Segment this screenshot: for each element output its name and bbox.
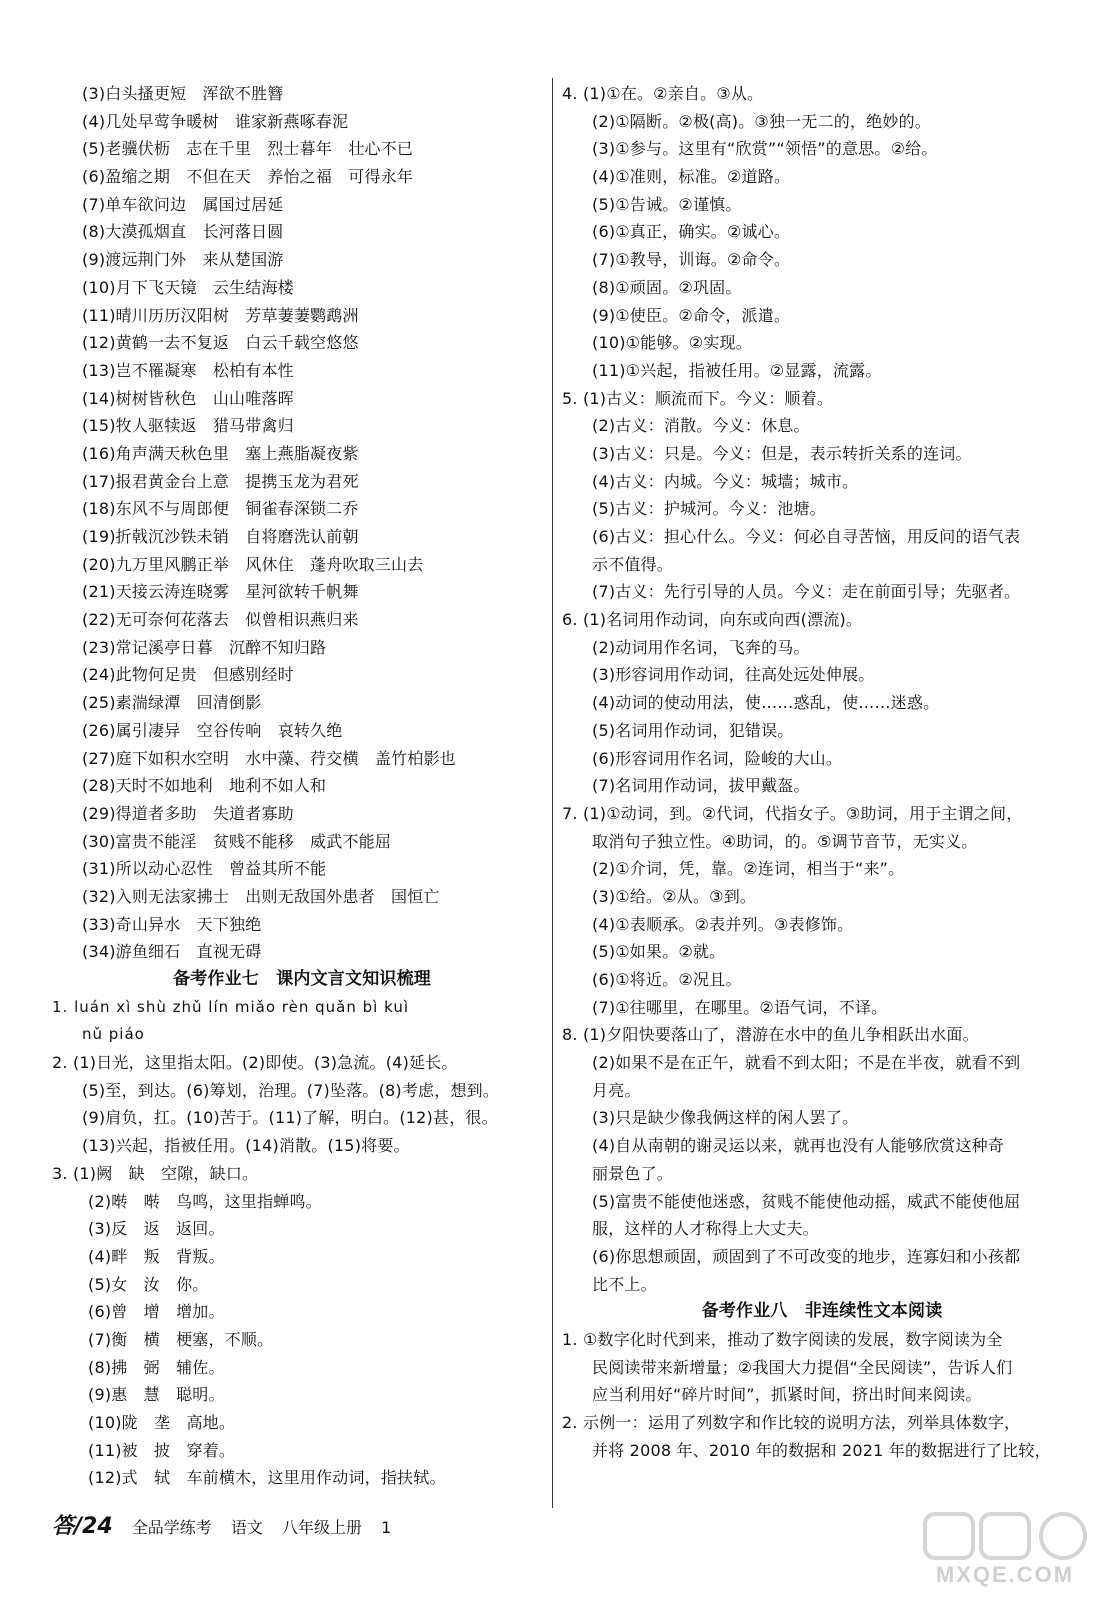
left-line: (31)所以动心忍性 曾益其所不能 <box>82 859 327 879</box>
subject-label: 语文 <box>230 1518 263 1537</box>
right-line: 4. (1)①在。②亲自。③从。 <box>562 84 764 103</box>
left-line: (16)角声满天秋色里 塞上燕脂凝夜紫 <box>82 443 359 463</box>
left-line: (4)畔 叛 背叛。 <box>88 1246 225 1266</box>
left-line: nǔ piáo <box>82 1025 145 1044</box>
left-line: (33)奇山异水 天下独绝 <box>82 914 262 934</box>
right-line: 6. (1)名词用作动词，向东或向西(漂流)。 <box>562 610 863 630</box>
right-line: (6)①真正，确实。②诚心。 <box>592 222 791 242</box>
left-line: (11)晴川历历汉阳树 芳草萋萋鹦鹉洲 <box>82 305 359 325</box>
right-line: 7. (1)①动词，到。②代词，代指女子。③助词，用于主谓之间， <box>562 803 1023 823</box>
right-line: (5)富贵不能使他迷惑，贫贱不能使他动摇，威武不能使他屈 <box>592 1191 1021 1211</box>
right-line: (3)古义：只是。今义：但是，表示转折关系的连词。 <box>592 443 972 463</box>
left-line: (17)报君黄金台上意 提携玉龙为君死 <box>82 471 359 491</box>
left-line: (13)岂不罹凝寒 松柏有本性 <box>82 360 294 380</box>
left-line: (5)至，到达。(6)筹划，治理。(7)坠落。(8)考虑，想到。 <box>82 1080 500 1100</box>
right-line: (3)①参与。这里有“欣赏”“领悟”的意思。②给。 <box>592 139 938 159</box>
right-line: (4)动词的使动用法，使……惑乱，使……迷惑。 <box>592 693 940 713</box>
left-line: (8)拂 弼 辅佐。 <box>88 1357 225 1377</box>
right-line: (3)只是缺少像我俩这样的闲人罢了。 <box>592 1108 859 1128</box>
left-line: (22)无可奈何花落去 似曾相识燕归来 <box>82 610 359 630</box>
right-line: 月亮。 <box>592 1080 641 1100</box>
right-line: (7)①往哪里，在哪里。②语气词，不译。 <box>592 997 888 1017</box>
left-line: (12)式 轼 车前横木，这里用作动词，指扶轼。 <box>88 1468 446 1488</box>
left-line: (34)游鱼细石 直视无碍 <box>82 942 262 962</box>
right-line: (11)①兴起，指被任用。②显露，流露。 <box>592 360 882 380</box>
left-line: (3)反 返 返回。 <box>88 1219 225 1239</box>
right-line: (4)①准则，标准。②道路。 <box>592 167 791 187</box>
right-line: (6)你思想顽固，顽固到了不可改变的地步，连寡妇和小孩都 <box>592 1246 1021 1266</box>
column-divider <box>552 78 553 1508</box>
left-line: 3. (1)阙 缺 空隙，缺口。 <box>52 1163 259 1183</box>
right-line: 2. 示例一：运用了列数字和作比较的说明方法，列举具体数字， <box>562 1413 1021 1432</box>
left-line: (12)黄鹤一去不复返 白云千载空悠悠 <box>82 333 359 353</box>
left-line: (24)此物何足贵 但感别经时 <box>82 665 294 685</box>
right-line: (3)形容词用作动词，往高处远处伸展。 <box>592 665 875 685</box>
left-line: (6)曾 增 增加。 <box>88 1302 225 1322</box>
right-line: (5)名词用作动词，犯错误。 <box>592 720 794 740</box>
left-line: (30)富贵不能淫 贫贱不能移 威武不能屈 <box>82 831 392 851</box>
left-column <box>52 80 542 1492</box>
right-line: 民阅读带来新增量；②我国大力提倡“全民阅读”，告诉人们 <box>592 1357 1013 1377</box>
right-line: (5)①告诫。②谨慎。 <box>592 194 742 214</box>
right-line: (8)①顽固。②巩固。 <box>592 277 742 297</box>
right-line: (5)①如果。②就。 <box>592 942 726 962</box>
left-line: (6)盈缩之期 不但在天 养怡之福 可得永年 <box>82 167 414 187</box>
right-column <box>562 80 1072 1464</box>
left-line: (5)老骥伏枥 志在千里 烈士暮年 壮心不已 <box>82 139 414 159</box>
left-line: (28)天时不如地利 地利不如人和 <box>82 776 327 796</box>
right-line: (9)①使臣。②命令，派遣。 <box>592 305 791 325</box>
page-footer <box>52 1510 391 1544</box>
right-line: 服，这样的人才称得上大丈夫。 <box>592 1219 819 1239</box>
left-line: (13)兴起，指被任用。(14)消散。(15)将要。 <box>82 1136 410 1156</box>
right-line: (6)古义：担心什么。今义：何必自寻苦恼，用反问的语气表 <box>592 527 1021 546</box>
watermark-logo <box>905 1508 1105 1588</box>
left-line: (9)渡远荆门外 来从楚国游 <box>82 250 284 270</box>
right-line: 1. ①数字化时代到来，推动了数字阅读的发展，数字阅读为全 <box>562 1329 1003 1349</box>
right-line: 8. (1)夕阳快要落山了，潜游在水中的鱼儿争相跃出水面。 <box>562 1025 979 1045</box>
right-line: 应当利用好“碎片时间”，抓紧时间，挤出时间来阅读。 <box>592 1385 982 1405</box>
grade-label: 八年级上册 <box>281 1518 362 1537</box>
left-line: (10)月下飞天镜 云生结海楼 <box>82 277 294 297</box>
page-number: 答/24 <box>52 1514 113 1539</box>
right-line: 并将 2008 年、2010 年的数据和 2021 年的数据进行了比较， <box>592 1440 1051 1460</box>
right-line: (7)①教导，训诲。②命令。 <box>592 250 791 270</box>
left-line: (7)单车欲问边 属国过居延 <box>82 194 284 214</box>
left-line: (18)东风不与周郎便 铜雀春深锁二乔 <box>82 499 359 519</box>
right-line: (2)①隔断。②极(高)。③独一无二的，绝妙的。 <box>592 111 931 131</box>
right-line: (2)如果不是在正午，就看不到太阳；不是在半夜，就看不到 <box>592 1053 1021 1073</box>
right-line: (6)形容词用作名词，险峻的大山。 <box>592 748 843 768</box>
left-line: (9)惠 慧 聪明。 <box>88 1385 225 1405</box>
right-line: (5)古义：护城河。今义：池塘。 <box>592 499 826 519</box>
left-line: (4)几处早莺争暖树 谁家新燕啄春泥 <box>82 111 349 131</box>
left-line: (10)陇 垄 高地。 <box>88 1413 236 1432</box>
right-line: 丽景色了。 <box>592 1163 674 1183</box>
left-line: (15)牧人驱犊返 猎马带禽归 <box>82 416 294 436</box>
left-line: (25)素湍绿潭 回清倒影 <box>82 693 262 713</box>
left-line: (9)肩负，扛。(10)苦于。(11)了解，明白。(12)甚，很。 <box>82 1108 498 1128</box>
left-line: (19)折戟沉沙铁未销 自将磨洗认前朝 <box>82 527 359 546</box>
left-line: (5)女 汝 你。 <box>88 1274 209 1294</box>
right-line: (7)古义：先行引导的人员。今义：走在前面引导；先驱者。 <box>592 582 1021 602</box>
right-line: (4)自从南朝的谢灵运以来，就再也没有人能够欣赏这种奇 <box>592 1136 1005 1156</box>
left-line: (32)入则无法家拂士 出则无敌国外患者 国恒亡 <box>82 886 440 906</box>
right-line: 5. (1)古义：顺流而下。今义：顺着。 <box>562 388 834 408</box>
section-heading: 备考作业八 非连续性文本阅读 <box>701 1301 943 1322</box>
left-line: (8)大漠孤烟直 长河落日圆 <box>82 222 284 242</box>
left-line: (2)啭 啭 鸟鸣，这里指蝉鸣。 <box>88 1191 322 1211</box>
left-line: (26)属引凄异 空谷传响 哀转久绝 <box>82 720 343 740</box>
left-line: (11)被 披 穿着。 <box>88 1440 236 1460</box>
right-line: (10)①能够。②实现。 <box>592 333 752 353</box>
right-line: (2)古义：消散。今义：休息。 <box>592 416 810 436</box>
right-line: (6)①将近。②况且。 <box>592 970 742 989</box>
right-line: 取消句子独立性。④助词，的。⑤调节音节，无实义。 <box>592 831 978 851</box>
left-line: (20)九万里风鹏正举 风休住 蓬舟吹取三山去 <box>82 554 424 574</box>
book-title: 全品学练考 <box>131 1518 212 1537</box>
left-line: (23)常记溪亭日暮 沉醉不知归路 <box>82 637 327 657</box>
right-line: (7)名词用作动词，拔甲戴盔。 <box>592 776 810 796</box>
right-line: 比不上。 <box>592 1274 657 1294</box>
watermark-mark-icon <box>905 1508 1105 1564</box>
left-line: (27)庭下如积水空明 水中藻、荇交横 盖竹柏影也 <box>82 748 456 768</box>
section-heading: 备考作业七 课内文言文知识梳理 <box>173 969 431 989</box>
right-line: (4)①表顺承。②表并列。③表修饰。 <box>592 914 854 934</box>
left-line: (29)得道者多助 失道者寡助 <box>82 803 294 823</box>
right-line: (2)①介词，凭，靠。②连词，相当于“来”。 <box>592 859 905 879</box>
right-line: 示不值得。 <box>592 554 674 574</box>
left-line: (7)衡 横 梗塞，不顺。 <box>88 1329 274 1349</box>
watermark-text: MXQE.COM <box>935 1562 1075 1587</box>
right-line: (2)动词用作名词，飞奔的马。 <box>592 637 810 657</box>
left-line: (14)树树皆秋色 山山唯落晖 <box>82 388 294 408</box>
right-line: (3)①给。②从。③到。 <box>592 886 757 906</box>
left-line: 2. (1)日光，这里指太阳。(2)即使。(3)急流。(4)延长。 <box>52 1053 458 1073</box>
right-line: (4)古义：内城。今义：城墙；城市。 <box>592 471 859 491</box>
left-line: (3)白头搔更短 浑欲不胜簪 <box>82 84 284 103</box>
left-line: 1. luán xì shù zhǔ lín miǎo rèn quǎn bì kuì <box>52 997 410 1016</box>
volume-label: 1 <box>381 1518 392 1537</box>
left-line: (21)天接云涛连晓雾 星河欲转千帆舞 <box>82 582 359 602</box>
